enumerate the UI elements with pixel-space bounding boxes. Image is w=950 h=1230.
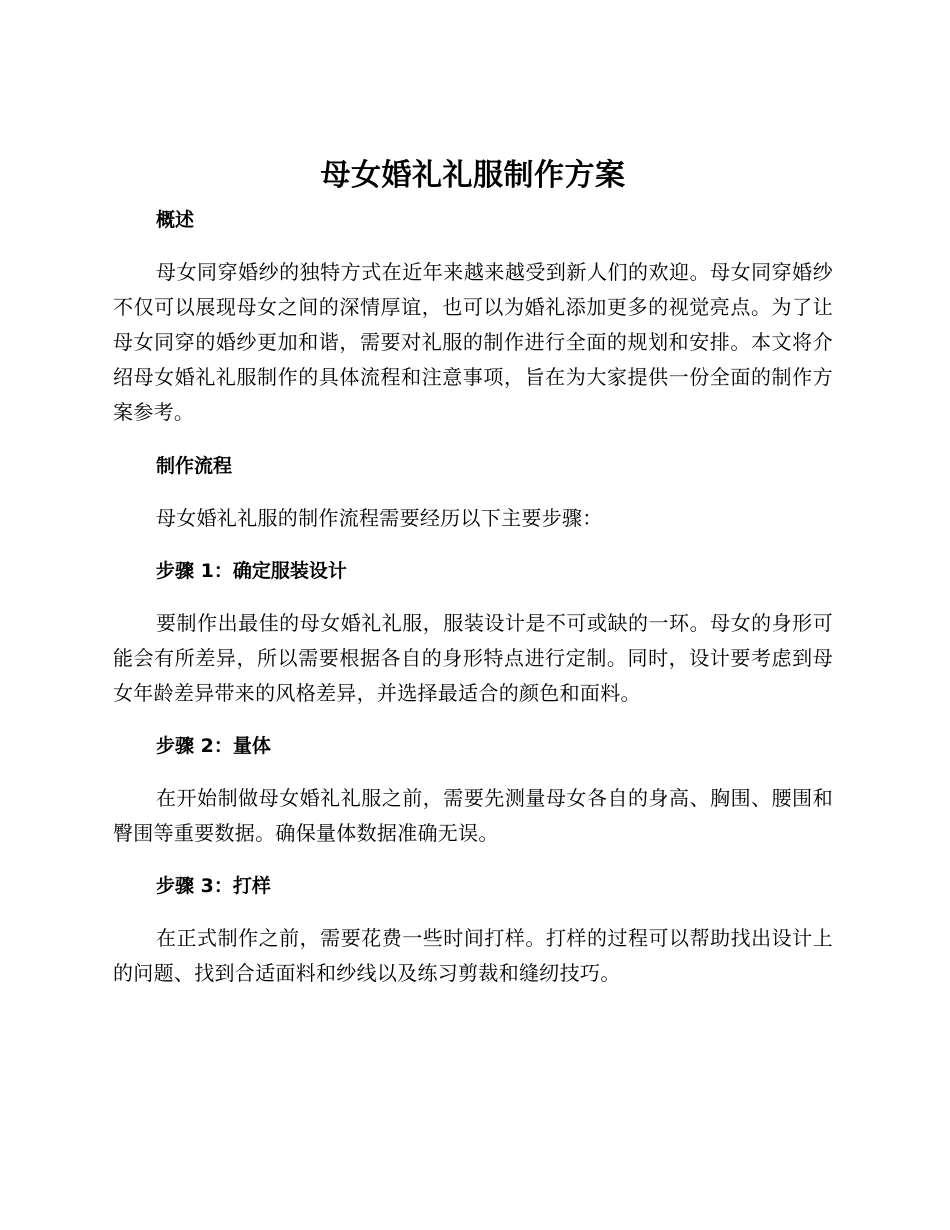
paragraph-step-1: 要制作出最佳的母女婚礼礼服，服装设计是不可或缺的一环。母女的身形可能会有所差异，所以需要根据各自的身形特点进行定制。同时，设计要考虑到母女年龄差异带来的风格差异，并选择最适合的颜色和面料。 <box>113 611 833 705</box>
paragraph-process-intro: 母女婚礼礼服的制作流程需要经历以下主要步骤： <box>156 506 603 530</box>
paragraph-step-2: 在开始制做母女婚礼礼服之前，需要先测量母女各自的身高、胸围、腰围和臀围等重要数据。确保量体数据准确无误。 <box>113 786 833 845</box>
paragraph-overview: 母女同穿婚纱的独特方式在近年来越来越受到新人们的欢迎。母女同穿婚纱不仅可以展现母女之间的深情厚谊，也可以为婚礼添加更多的视觉亮点。为了让母女同穿的婚纱更加和谐，需要对礼服的制作进行全面的规划和安排。本文将介绍母女婚礼礼服制作的具体流程和注意事项，旨在为大家提供一份全面的制作方案参考。 <box>113 260 833 424</box>
section-heading-overview: 概述 <box>156 209 195 231</box>
paragraph-step-3: 在正式制作之前，需要花费一些时间打样。打样的过程可以帮助找出设计上的问题、找到合适面料和纱线以及练习剪裁和缝纫技巧。 <box>113 926 833 985</box>
section-heading-process: 制作流程 <box>156 455 233 477</box>
page-title: 母女婚礼礼服制作方案 <box>320 158 626 193</box>
step-heading-3: 步骤 3：打样 <box>156 875 271 897</box>
step-heading-1: 步骤 1：确定服装设计 <box>156 560 347 582</box>
step-heading-2: 步骤 2：量体 <box>156 735 271 757</box>
document-body <box>113 150 833 991</box>
